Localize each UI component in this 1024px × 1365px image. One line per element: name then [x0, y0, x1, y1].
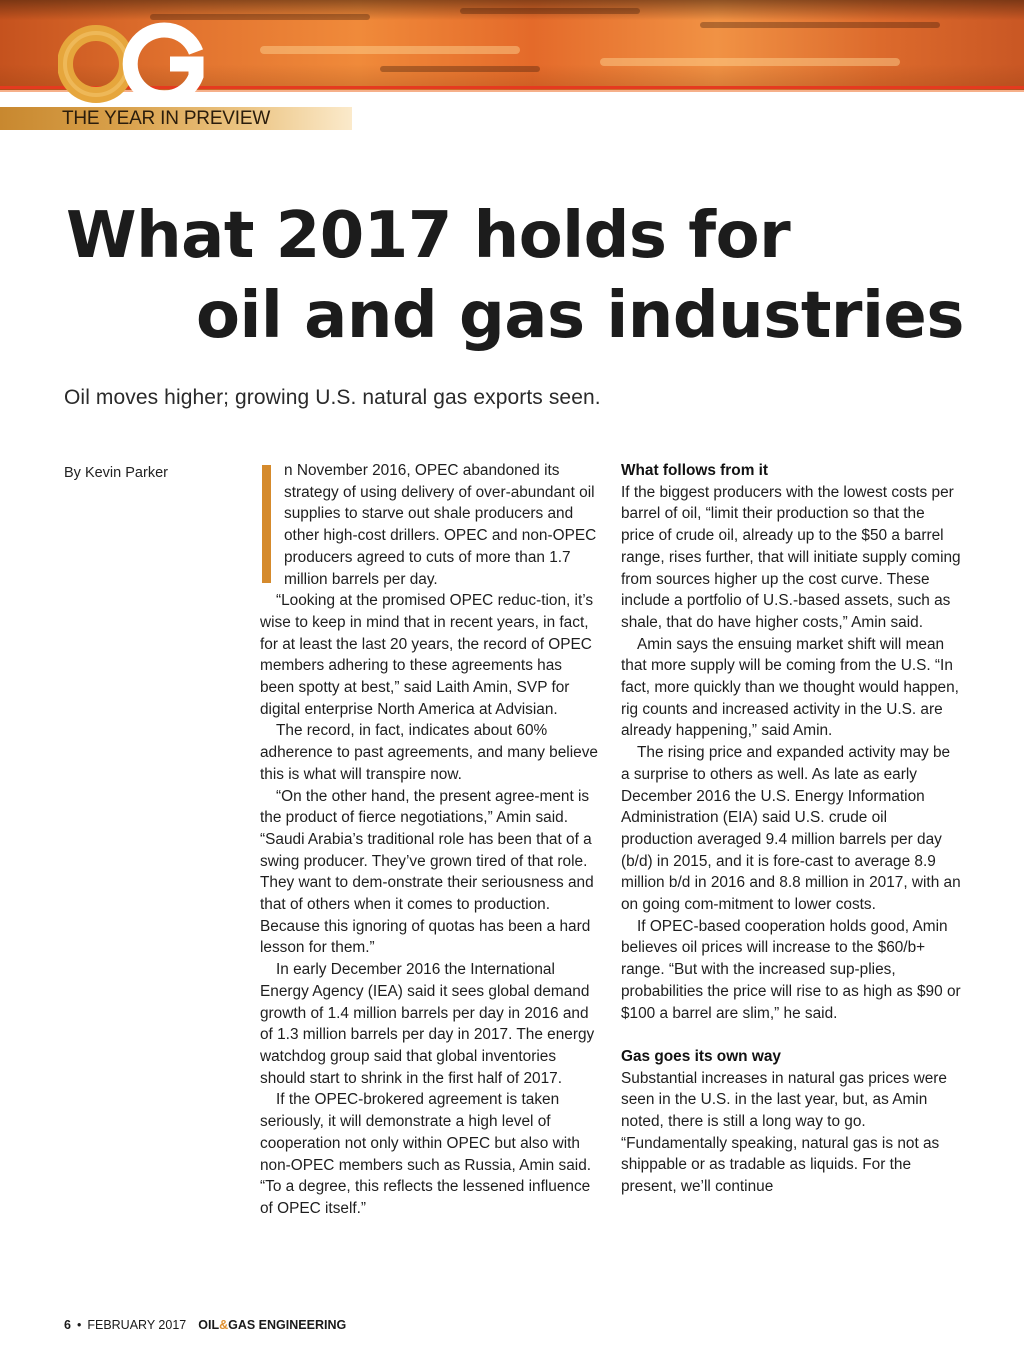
body-paragraph: If OPEC-based cooperation holds good, Amin believes oil prices will increase to the $60/b+ range. “But with the increased sup-plies, probabilities the price will rise to as high as $90 or $100 a barrel are slim,” he said. [621, 917, 961, 1022]
title-line-1: What 2017 holds for [66, 199, 791, 273]
footer-separator: • [76, 1318, 82, 1332]
lead-paragraph [260, 460, 600, 590]
left-column [260, 460, 600, 1220]
right-column [621, 460, 961, 1198]
body-paragraph: “Looking at the promised OPEC reduc-tion, it’s wise to keep in mind that in recent years, in fact, for at least the last 20 years, the record of OPEC members adhering to these agreements has been spotty at best,” said Laith Amin, SVP for digital enterprise North America at Advisian. [260, 592, 594, 718]
section-heading: What follows from it [621, 462, 769, 479]
section-heading: Gas goes its own way [621, 1047, 781, 1065]
section-label-bar [0, 107, 352, 130]
page-footer [64, 1318, 346, 1332]
body-paragraph: “On the other hand, the present agree-ment is the product of fierce negotiations,” Amin said. “Saudi Arabia’s traditional role has been that of a swing producer. They’ve grown tired of that role. They want to dem-onstrate their seriousness and that of others when it comes to production. Because this ignoring of quotas has been a hard lesson for them.” [260, 787, 594, 957]
page-number: 6 [64, 1318, 71, 1332]
article-title [66, 196, 966, 356]
body-paragraph: Substantial increases in natural gas prices were seen in the U.S. in the last year, but, as Amin noted, there is still a long way to go. “Fundamentally speaking, natural gas is not as shippable or as tradable as liquids. For the present, we’ll continue [621, 1069, 947, 1196]
issue-date: FEBRUARY 2017 [87, 1318, 187, 1332]
magazine-name-amp: & [219, 1318, 229, 1332]
section-label: THE YEAR IN PREVIEW [62, 108, 271, 129]
body-paragraph: If the biggest producers with the lowest costs per barrel of oil, “limit their production so that the price of crude oil, already up to the $50 a barrel range, rises further, that will initiate supply coming from sources higher up the cost curve. These include a portfolio of U.S.-based assets, such as shale, that do have higher costs,” Amin said. [621, 483, 961, 631]
og-logo-graphic [58, 22, 208, 104]
body-paragraph: The rising price and expanded activity may be a surprise to others as well. As late as early December 2016 the U.S. Energy Information Administration (EIA) said U.S. crude oil production averaged 9.4 million barrels per day (b/d) in 2015, and it is fore-cast to average 8.9 million b/d in 2016 and 8.8 million in 2017, with an on going com-mitment to lower costs. [621, 744, 961, 914]
og-logo [58, 22, 208, 104]
title-line-2: oil and gas industries [196, 279, 964, 353]
body-paragraph: If the OPEC-brokered agreement is taken seriously, it will demonstrate a high level of cooperation not only within OPEC but also with non-OPEC members such as Russia, Amin said. “To a degree, this reflects the lessened influence of OPEC itself.” [260, 1091, 592, 1217]
byline: By Kevin Parker [64, 465, 168, 481]
magazine-name [198, 1318, 346, 1332]
lead-text: n November 2016, OPEC abandoned its strategy of using delivery of over-abundant oil supplies to starve out shale producers and other high-cost drillers. OPEC and non-OPEC producers agreed to cuts of more than 1.7 million barrels per day. [284, 462, 597, 588]
body-paragraph: In early December 2016 the International Energy Agency (IEA) said it sees global demand growth of 1.4 million barrels per day in 2016 and of 1.3 million barrels per day in 2017. The energy watchdog group said that global inventories should start to shrink in the first half of 2017. [260, 961, 595, 1087]
article-subtitle: Oil moves higher; growing U.S. natural gas exports seen. [64, 386, 601, 409]
body-paragraph: Amin says the ensuing market shift will mean that more supply will be coming from the U.S. “In fact, more quickly than we thought would happen, rig counts and increased activity in the U.S. are already happening,” said Amin. [621, 635, 959, 740]
body-paragraph: The record, in fact, indicates about 60% adherence to past agreements, and many believe this is what will transpire now. [260, 722, 598, 783]
magazine-name-gas: GAS ENGINEERING [228, 1318, 347, 1332]
magazine-name-oil: OIL [198, 1318, 220, 1332]
